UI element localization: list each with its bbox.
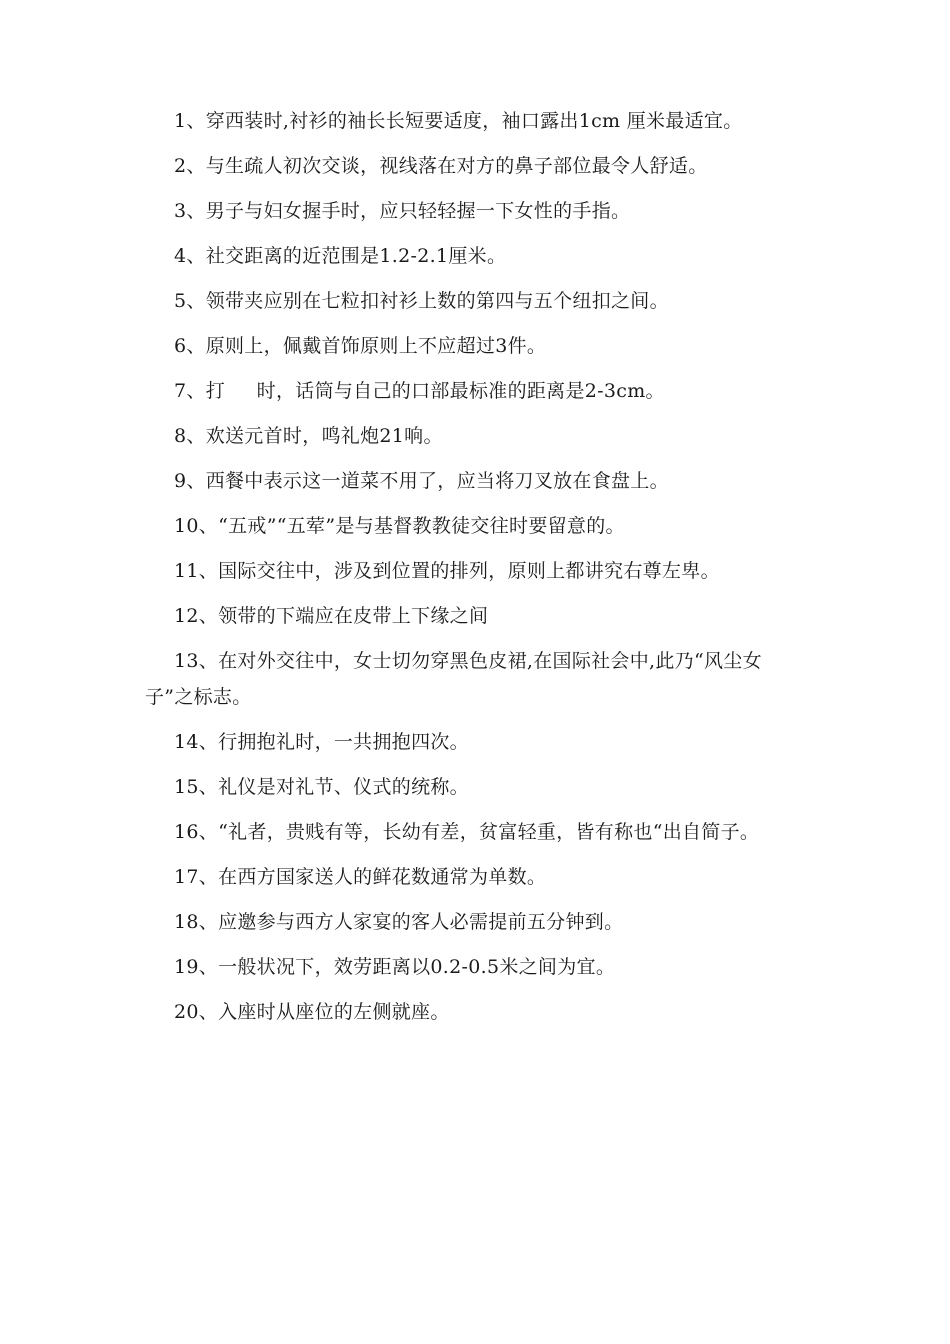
- document-body: [145, 103, 797, 1039]
- list-item: 2、与生疏人初次交谈，视线落在对方的鼻子部位最令人舒适。: [174, 155, 708, 177]
- list-item: 13、在对外交往中，女士切勿穿黑色皮裙,在国际社会中,此乃“风尘女子”之标志。: [145, 650, 762, 708]
- list-item: 9、西餐中表示这一道菜不用了，应当将刀叉放在食盘上。: [174, 470, 669, 492]
- list-item: 6、原则上，佩戴首饰原则上不应超过3件。: [174, 335, 547, 357]
- list-item: 16、“礼者，贵贱有等，长幼有差，贫富轻重，皆有称也“出自简子。: [174, 821, 760, 843]
- list-item: 5、领带夹应别在七粒扣衬衫上数的第四与五个纽扣之间。: [174, 290, 669, 312]
- list-item: 19、一般状况下，效劳距离以0.2-0.5米之间为宜。: [174, 956, 616, 978]
- list-item: 7、打 时，话筒与自己的口部最标准的距离是2-3cm。: [174, 380, 665, 402]
- list-item: 8、欢送元首时，鸣礼炮21响。: [174, 425, 443, 447]
- list-item: 3、男子与妇女握手时，应只轻轻握一下女性的手指。: [174, 200, 631, 222]
- list-item: 12、领带的下端应在皮带上下缘之间: [174, 605, 489, 627]
- list-item: 20、入座时从座位的左侧就座。: [174, 1001, 450, 1023]
- list-item: 4、社交距离的近范围是1.2-2.1厘米。: [174, 245, 507, 267]
- list-item: 17、在西方国家送人的鲜花数通常为单数。: [174, 866, 547, 888]
- list-item: 10、“五戒”“五荤”是与基督教教徒交往时要留意的。: [174, 515, 625, 537]
- list-item: 18、应邀参与西方人家宴的客人必需提前五分钟到。: [174, 911, 624, 933]
- list-item: 14、行拥抱礼时，一共拥抱四次。: [174, 731, 469, 753]
- list-item: 11、国际交往中，涉及到位置的排列，原则上都讲究右尊左卑。: [174, 560, 720, 582]
- list-item: 15、礼仪是对礼节、仪式的统称。: [174, 776, 469, 798]
- list-item: 1、穿西装时,衬衫的袖长长短要适度，袖口露出1cm 厘米最适宜。: [174, 110, 743, 132]
